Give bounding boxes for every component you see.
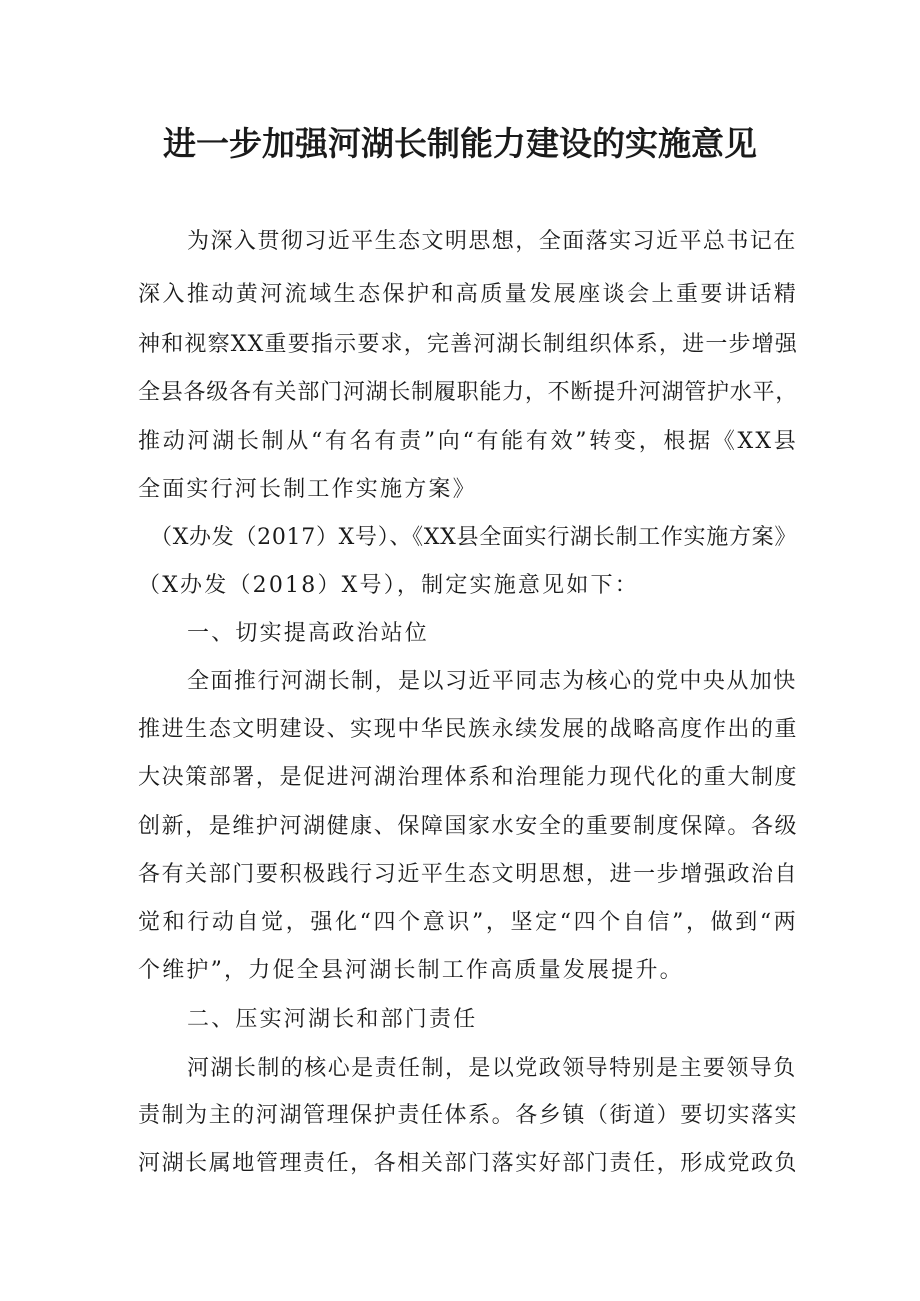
text-line: 全县各级各有关部门河湖长制履职能力，不断提升河湖管护水平， (138, 380, 798, 405)
section-heading: 一、切实提高政治站位 (187, 621, 430, 646)
text-line: （X办发（2018）X号），制定实施意见如下： (138, 573, 639, 598)
text-line: 推进生态文明建设、实现中华民族永续发展的战略高度作出的重 (138, 717, 798, 742)
text-line: 全面推行河湖长制，是以习近平同志为核心的党中央从加快 (187, 669, 797, 694)
text-line: 推动河湖长制从“有名有责”向“有能有效”转变，根据《XX县 (138, 429, 798, 454)
section-heading: 二、压实河湖长和部门责任 (187, 1007, 478, 1032)
text-line: 各有关部门要积极践行习近平生态文明思想，进一步增强政治自 (138, 862, 798, 887)
document-title: 进一步加强河湖长制能力建设的实施意见 (163, 124, 757, 163)
text-line: （X办发（2017）X号）、《XX县全面实行湖长制工作实施方案》 (150, 525, 798, 550)
text-line: 为深入贯彻习近平生态文明思想，全面落实习近平总书记在 (187, 229, 797, 254)
text-line: 觉和行动自觉，强化“四个意识”，坚定“四个自信”，做到“两 (138, 910, 798, 935)
text-line: 河湖长制的核心是责任制，是以党政领导特别是主要领导负 (187, 1056, 797, 1081)
text-line: 深入推动黄河流域生态保护和高质量发展座谈会上重要讲话精 (138, 282, 798, 307)
text-line: 个维护”，力促全县河湖长制工作高质量发展提升。 (138, 958, 684, 983)
text-line: 责制为主的河湖管理保护责任体系。各乡镇（街道）要切实落实 (138, 1103, 798, 1128)
text-line: 创新，是维护河湖健康、保障国家水安全的重要制度保障。各级 (138, 814, 798, 839)
text-line: 全面实行河长制工作实施方案》 (138, 477, 477, 502)
text-line: 河湖长属地管理责任，各相关部门落实好部门责任，形成党政负 (138, 1151, 798, 1176)
text-line: 大决策部署，是促进河湖治理体系和治理能力现代化的重大制度 (138, 765, 798, 790)
text-line: 神和视察XX重要指示要求，完善河湖长制组织体系，进一步增强 (138, 332, 798, 357)
